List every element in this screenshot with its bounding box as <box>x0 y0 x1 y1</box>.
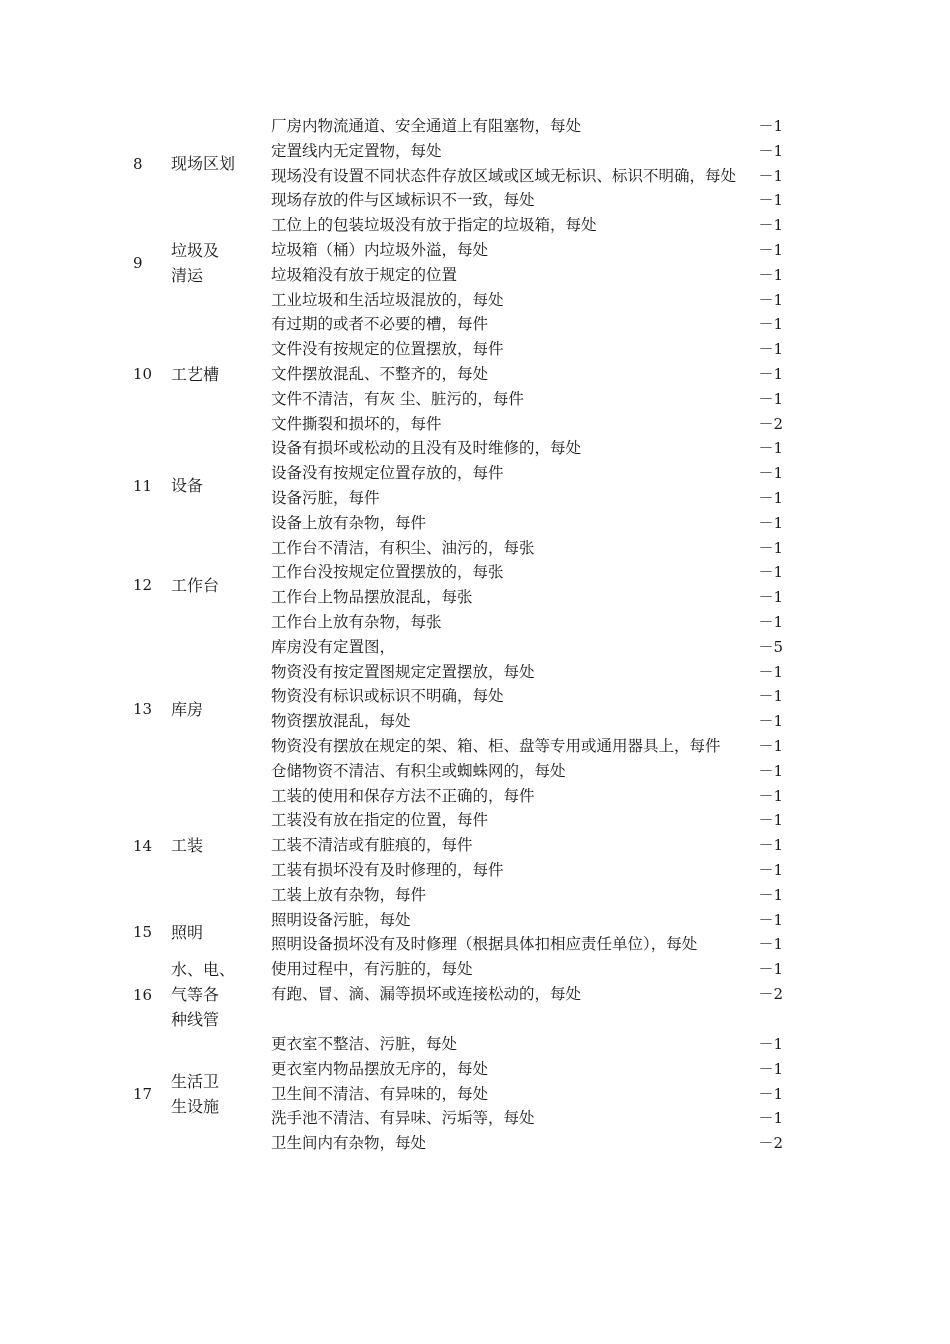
table-row <box>271 288 783 313</box>
table-row <box>271 635 783 660</box>
item-points: －1 <box>758 290 783 309</box>
group-14 <box>133 784 783 908</box>
table-row <box>271 957 783 982</box>
group-number: 16 <box>133 985 153 1004</box>
group-number: 11 <box>133 476 153 495</box>
group-15 <box>133 908 783 958</box>
category-line: 种线管 <box>171 1010 220 1030</box>
item-points: －1 <box>758 712 783 731</box>
item-points: －1 <box>758 1084 783 1103</box>
category-line: 生设施 <box>171 1097 220 1117</box>
group-10 <box>133 312 783 436</box>
item-description: 厂房内物流通道、安全通道上有阻塞物，每处 <box>271 117 582 135</box>
inspection-table <box>133 114 783 1156</box>
category-line: 垃圾及 <box>171 240 220 260</box>
table-row <box>271 833 783 858</box>
table-row <box>271 188 783 213</box>
item-points: －1 <box>758 786 783 805</box>
group-9 <box>133 213 783 312</box>
item-points: －1 <box>758 141 783 160</box>
table-row <box>271 1032 783 1057</box>
item-description: 设备有损坏或松动的且没有及时维修的，每处 <box>271 439 582 458</box>
table-row <box>271 560 783 585</box>
group-category <box>171 213 271 312</box>
group-12 <box>133 536 783 635</box>
table-row <box>271 362 783 387</box>
item-points: －1 <box>758 811 783 830</box>
group-category <box>171 114 271 213</box>
table-row <box>271 436 783 461</box>
category-line: 水、电、 <box>171 960 236 980</box>
item-description: 更衣室不整洁、污脏，每处 <box>271 1035 458 1054</box>
item-description: 工位上的包装垃圾没有放于指定的垃圾箱，每处 <box>271 216 597 235</box>
item-points: －1 <box>758 563 783 582</box>
item-description: 工作台没按规定位置摆放的，每张 <box>271 563 504 582</box>
category-line: 工装 <box>171 836 204 855</box>
item-description: 工装没有放在指定的位置，每件 <box>271 811 489 830</box>
item-points: －1 <box>758 240 783 259</box>
item-description: 库房没有定置图， <box>271 637 396 656</box>
item-points: －1 <box>758 513 783 532</box>
group-category <box>171 784 271 908</box>
item-description: 工业垃圾和生活垃圾混放的，每处 <box>271 290 504 309</box>
item-points: －1 <box>758 364 783 383</box>
group-category <box>171 957 271 1032</box>
group-category <box>171 635 271 784</box>
category-line: 设备 <box>171 476 204 496</box>
table-row <box>271 932 783 957</box>
item-description: 文件撕裂和损坏的，每件 <box>271 414 442 433</box>
category-line: 生活卫 <box>171 1072 220 1092</box>
table-row <box>271 263 783 288</box>
item-points: －1 <box>758 166 783 185</box>
item-description: 文件摆放混乱、不整齐的，每处 <box>271 364 489 383</box>
group-16 <box>133 957 783 1032</box>
group-17 <box>133 1032 783 1156</box>
table-row <box>271 684 783 709</box>
table-row <box>271 1131 783 1156</box>
item-points: －1 <box>758 117 783 135</box>
group-category <box>171 908 271 958</box>
group-number: 8 <box>133 154 143 173</box>
group-8 <box>133 114 783 213</box>
item-description: 设备污脏，每件 <box>271 488 380 507</box>
table-row <box>271 759 783 784</box>
item-description: 现场存放的件与区域标识不一致，每处 <box>271 191 535 210</box>
group-number: 13 <box>133 700 153 719</box>
table-row <box>271 536 783 561</box>
item-points: －1 <box>758 216 783 235</box>
table-row <box>271 660 783 685</box>
table-row <box>271 412 783 437</box>
table-row <box>271 511 783 536</box>
table-row <box>271 1057 783 1082</box>
item-description: 工装的使用和保存方法不正确的，每件 <box>271 786 535 805</box>
table-row <box>271 1106 783 1131</box>
item-points: －1 <box>758 1035 783 1054</box>
item-points: －1 <box>758 885 783 904</box>
item-description: 照明设备损坏没有及时修理（根据具体扣相应责任单位），每处 <box>271 935 698 954</box>
item-description: 有跑、冒、滴、漏等损坏或连接松动的，每处 <box>271 984 582 1003</box>
item-description: 照明设备污脏，每处 <box>271 910 411 929</box>
table-row <box>271 734 783 759</box>
item-points: －2 <box>758 1134 783 1153</box>
group-11 <box>133 436 783 535</box>
group-category <box>171 1032 271 1156</box>
item-points: －1 <box>758 687 783 706</box>
category-line: 工艺槽 <box>171 364 220 384</box>
item-description: 设备没有按规定位置存放的，每件 <box>271 464 504 483</box>
item-points: －1 <box>758 588 783 607</box>
group-number: 17 <box>133 1085 153 1104</box>
table-row <box>271 461 783 486</box>
table-row <box>271 139 783 164</box>
item-points: －1 <box>758 860 783 879</box>
table-row <box>271 486 783 511</box>
item-points: －5 <box>758 637 783 656</box>
category-line: 气等各 <box>171 985 220 1005</box>
group-number: 10 <box>133 365 153 384</box>
group-number: 9 <box>133 253 143 272</box>
item-description: 使用过程中，有污脏的，每处 <box>271 960 473 979</box>
item-points: －1 <box>758 315 783 334</box>
item-description: 工作台上放有杂物，每张 <box>271 612 442 631</box>
item-points: －1 <box>758 761 783 780</box>
item-description: 工装有损坏没有及时修理的，每件 <box>271 860 504 879</box>
item-points: －2 <box>758 414 783 433</box>
category-line: 库房 <box>171 699 204 719</box>
item-description: 物资没有标识或标识不明确，每处 <box>271 687 504 706</box>
item-points: －1 <box>758 389 783 408</box>
item-points: －1 <box>758 960 783 979</box>
item-description: 物资没有摆放在规定的架、箱、柜、盘等专用或通用器具上，每件 <box>271 736 721 755</box>
table-row <box>271 1082 783 1107</box>
item-description: 工作台上物品摆放混乱，每张 <box>271 588 473 607</box>
item-description: 更衣室内物品摆放无序的，每处 <box>271 1059 489 1078</box>
item-description: 工装不清洁或有脏痕的，每件 <box>271 836 473 855</box>
table-row <box>271 908 783 933</box>
item-points: －1 <box>758 662 783 681</box>
item-points: －1 <box>758 538 783 557</box>
item-description: 卫生间内有杂物，每处 <box>271 1134 427 1153</box>
item-description: 垃圾箱（桶）内垃圾外溢，每处 <box>271 240 489 259</box>
item-points: －1 <box>758 836 783 855</box>
table-row <box>271 883 783 908</box>
table-row <box>271 784 783 809</box>
item-description: 工作台不清洁，有积尘、油污的，每张 <box>271 538 535 557</box>
table-row <box>271 164 783 189</box>
item-description: 工装上放有杂物，每件 <box>271 885 427 904</box>
item-description: 物资没有按定置图规定定置摆放，每处 <box>271 662 535 681</box>
category-line: 清运 <box>171 265 204 285</box>
category-line: 照明 <box>171 922 204 942</box>
table-row <box>271 238 783 263</box>
item-points: －1 <box>758 736 783 755</box>
item-points: －1 <box>758 340 783 359</box>
table-row <box>271 387 783 412</box>
item-description: 设备上放有杂物，每件 <box>271 513 427 532</box>
item-points: －1 <box>758 935 783 954</box>
group-category <box>171 536 271 635</box>
item-description: 仓储物资不清洁、有积尘或蜘蛛网的，每处 <box>271 761 566 780</box>
table-row <box>271 213 783 238</box>
item-points: －1 <box>758 191 783 210</box>
table-row <box>271 858 783 883</box>
group-number: 14 <box>133 836 153 855</box>
item-points: －1 <box>758 464 783 483</box>
item-description: 洗手池不清洁、有异味、污垢等，每处 <box>271 1109 535 1128</box>
category-line: 工作台 <box>171 575 220 595</box>
item-description: 垃圾箱没有放于规定的位置 <box>271 265 458 284</box>
item-description: 物资摆放混乱，每处 <box>271 712 411 731</box>
item-description: 卫生间不清洁、有异味的，每处 <box>271 1084 489 1103</box>
item-description: 定置线内无定置物，每处 <box>271 141 442 160</box>
table-row <box>271 114 783 139</box>
table-row <box>271 808 783 833</box>
table-row <box>271 610 783 635</box>
item-points: －1 <box>758 910 783 929</box>
item-points: －1 <box>758 265 783 284</box>
table-row <box>271 585 783 610</box>
group-number: 15 <box>133 923 153 942</box>
table-row <box>271 337 783 362</box>
group-category <box>171 436 271 535</box>
category-line: 现场区划 <box>171 154 236 174</box>
group-13 <box>133 635 783 784</box>
item-points: －1 <box>758 439 783 458</box>
table-row <box>271 982 783 1007</box>
group-number: 12 <box>133 576 153 595</box>
item-description: 有过期的或者不必要的槽，每件 <box>271 315 489 334</box>
group-category <box>171 312 271 436</box>
table-row <box>271 709 783 734</box>
item-points: －1 <box>758 488 783 507</box>
item-points: －1 <box>758 612 783 631</box>
table-row <box>271 312 783 337</box>
item-description: 文件不清洁，有灰 尘、脏污的，每件 <box>271 389 524 408</box>
item-points: －2 <box>758 984 783 1003</box>
item-points: －1 <box>758 1109 783 1128</box>
item-description: 现场没有设置不同状态件存放区域或区域无标识、标识不明确，每处 <box>271 166 737 185</box>
item-points: －1 <box>758 1059 783 1078</box>
item-description: 文件没有按规定的位置摆放，每件 <box>271 340 504 359</box>
